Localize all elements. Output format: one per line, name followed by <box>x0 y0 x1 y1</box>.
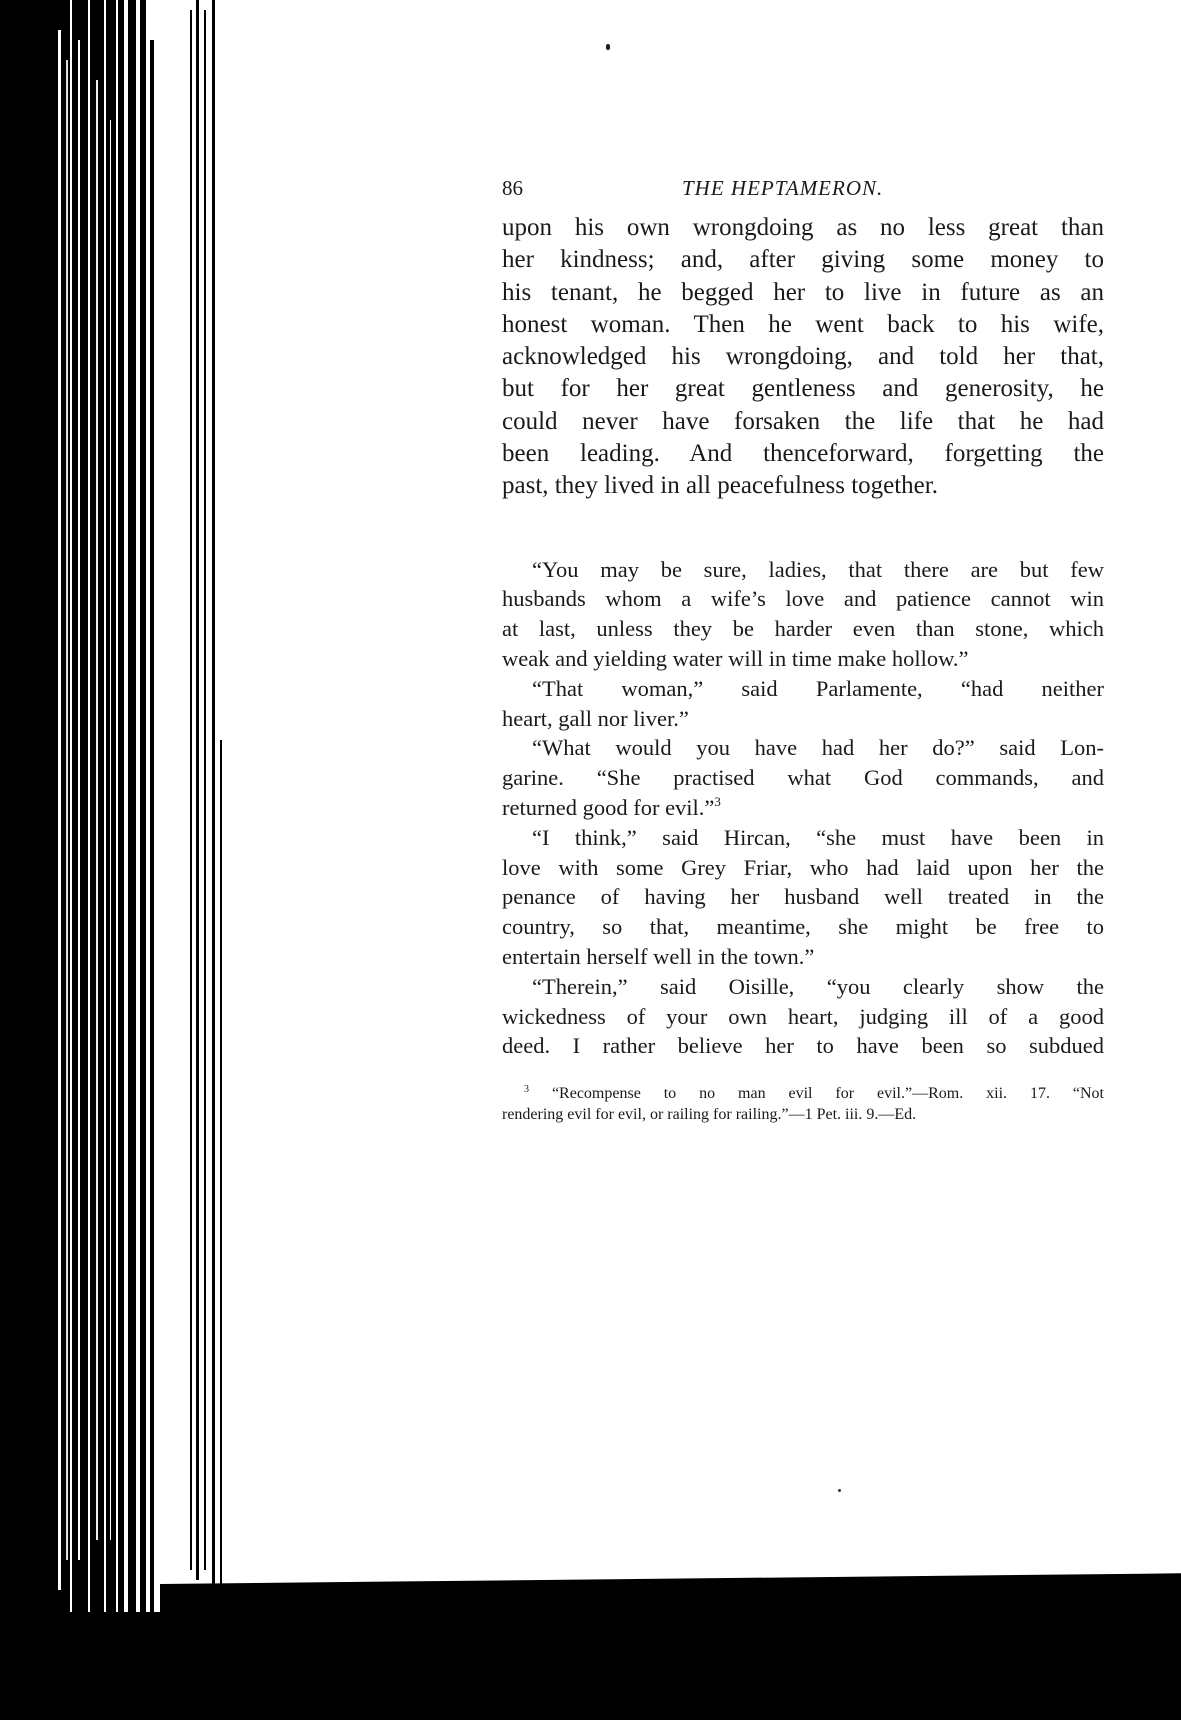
footnote-marker: 3 <box>524 1084 529 1096</box>
text-line: but for her great gentleness and generosity, he <box>502 375 1104 403</box>
running-title: THE HEPTAMERON. <box>682 176 884 200</box>
text-line-content: returned good for evil.” <box>502 795 715 821</box>
text-line: wickedness of your own heart, judging ill of a good <box>502 1003 1104 1029</box>
page-number: 86 <box>502 176 523 200</box>
scan-bottom-curve <box>160 1573 1181 1624</box>
scan-bottom-shadow <box>0 1612 1181 1720</box>
text-line: husbands whom a wife’s love and patience cannot win <box>502 586 1104 612</box>
text-line: entertain herself well in the town.” <box>502 944 815 970</box>
text-line: deed. I rather believe her to have been so subdued <box>502 1033 1104 1059</box>
text-line: “What would you have had her do?” said Lon- <box>532 735 1104 761</box>
text-line: “Therein,” said Oisille, “you clearly show the <box>532 973 1104 999</box>
text-line: love with some Grey Friar, who had laid upon her the <box>502 854 1104 880</box>
text-line: country, so that, meantime, she might be free to <box>502 914 1104 940</box>
book-edge-scan <box>0 0 240 1720</box>
text-line: past, they lived in all peacefulness together. <box>502 472 938 500</box>
text-line: garine. “She practised what God commands, and <box>502 765 1104 791</box>
text-line: could never have forsaken the life that he had <box>502 407 1104 435</box>
text-line: his tenant, he begged her to live in future as an <box>502 278 1104 306</box>
text-line: her kindness; and, after giving some money to <box>502 246 1104 274</box>
text-line <box>502 793 1104 823</box>
footnote <box>502 1083 1104 1125</box>
text-line: weak and yielding water will in time make hollow.” <box>502 646 969 672</box>
text-line: “That woman,” said Parlamente, “had neither <box>532 675 1104 701</box>
text-line: honest woman. Then he went back to his wife, <box>502 310 1104 338</box>
text-line: been leading. And thenceforward, forgetting the <box>502 440 1104 468</box>
text-line: heart, gall nor liver.” <box>502 705 689 731</box>
narrative-text <box>502 212 1104 503</box>
footnote-line-content: “Recompense to no man evil for evil.”—Rom. xii. 17. “Not <box>551 1085 1104 1103</box>
text-line: upon his own wrongdoing as no less great than <box>502 214 1104 241</box>
text-line: “You may be sure, ladies, that there are but few <box>532 556 1104 582</box>
text-line: “I think,” said Hircan, “she must have been in <box>532 824 1104 850</box>
footnote-line: rendering evil for evil, or railing for railing.”—1 Pet. iii. 9.—Ed. <box>502 1106 917 1124</box>
text-line: acknowledged his wrongdoing, and told her that, <box>502 343 1104 371</box>
text-line: at last, unless they be harder even than stone, which <box>502 616 1104 642</box>
scan-speck <box>838 1489 841 1492</box>
book-page <box>502 176 1104 1125</box>
text-line: penance of having her husband well treated in the <box>502 884 1104 910</box>
footnote-reference: 3 <box>714 794 721 810</box>
scan-speck <box>606 44 610 50</box>
footnote-line <box>502 1083 1104 1104</box>
running-head <box>502 176 1104 212</box>
discussion-text <box>502 555 1104 1062</box>
